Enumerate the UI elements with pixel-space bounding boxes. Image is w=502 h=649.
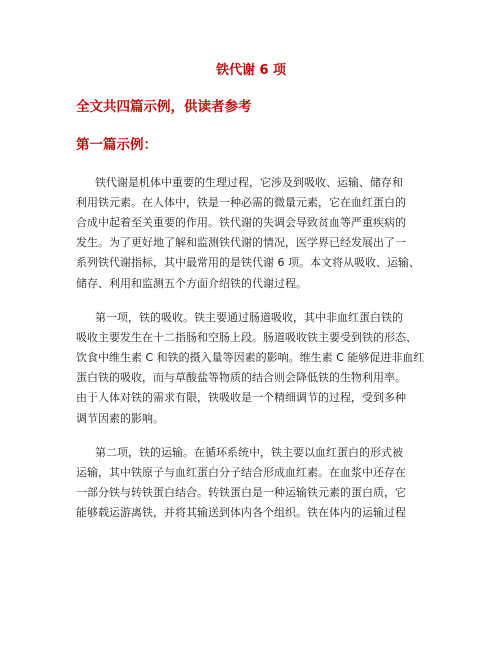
paragraph-line: 饮食中维生素 C 和铁的摄入量等因素的影响。维生素 C 能够促进非血红 xyxy=(76,351,425,364)
paragraph-line: 能够载运游离铁，并将其输送到体内各个组织。铁在体内的运输过程 xyxy=(76,506,406,519)
paragraph-line: 由于人体对铁的需求有限，铁吸收是一个精细调节的过程，受到多种 xyxy=(76,391,406,404)
paragraph-line: 利用铁元素。在人体中，铁是一种必需的微量元素，它在血红蛋白的 xyxy=(76,196,406,209)
paragraph-line: 储存、利用和监测五个方面介绍铁的代谢过程。 xyxy=(76,277,307,290)
paragraph-line: 吸收主要发生在十二指肠和空肠上段。肠道吸收铁主要受到铁的形态、 xyxy=(76,331,417,344)
document-title: 铁代谢 6 项 xyxy=(215,63,287,78)
paragraph-line: 调节因素的影响。 xyxy=(76,412,164,425)
paragraph-line: 蛋白铁的吸收，而与草酸盐等物质的结合则会降低铁的生物利用率。 xyxy=(76,371,406,384)
paragraph-line: 运输，其中铁原子与血红蛋白分子结合形成血红素。在血浆中还存在 xyxy=(76,466,406,479)
section-heading: 第一篇示例： xyxy=(76,137,157,153)
paragraph-line: 铁代谢是机体中重要的生理过程，它涉及到吸收、运输、储存和 xyxy=(95,176,403,189)
paragraph-line: 一部分铁与转铁蛋白结合。转铁蛋白是一种运输铁元素的蛋白质，它 xyxy=(76,486,406,499)
document-subtitle: 全文共四篇示例，供读者参考 xyxy=(76,99,252,115)
paragraph-line: 系列铁代谢指标，其中最常用的是铁代谢 6 项。本文将从吸收、运输、 xyxy=(76,256,420,269)
paragraph-line: 第一项，铁的吸收。铁主要通过肠道吸收，其中非血红蛋白铁的 xyxy=(95,311,403,324)
paragraph-line: 合成中起着至关重要的作用。铁代谢的失调会导致贫血等严重疾病的 xyxy=(76,216,406,229)
paragraph-line: 发生。为了更好地了解和监测铁代谢的情况，医学界已经发展出了一 xyxy=(76,236,406,249)
paragraph-line: 第二项，铁的运输。在循环系统中，铁主要以血红蛋白的形式被 xyxy=(95,446,403,459)
